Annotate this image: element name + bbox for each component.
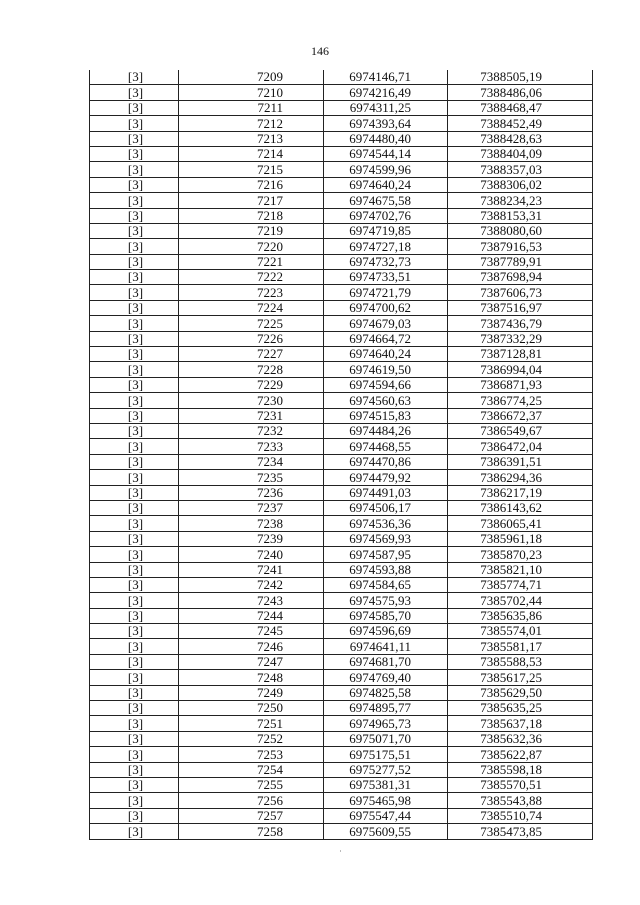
table-row [90,423,593,438]
point-number-cell: 7210 [179,85,324,100]
point-number-cell: 7256 [179,793,324,808]
x-coordinate-cell: 6974393,64 [324,116,448,131]
point-number-cell: 7248 [179,670,324,685]
x-coordinate-cell: 6974506,17 [324,500,448,515]
reference-cell: [3] [90,608,179,623]
point-number-cell: 7258 [179,824,324,839]
table-row [90,408,593,423]
y-coordinate-cell: 7385473,85 [448,824,593,839]
point-number-cell: 7235 [179,470,324,485]
y-coordinate-cell: 7387916,53 [448,239,593,254]
reference-cell: [3] [90,716,179,731]
point-number-cell: 7252 [179,731,324,746]
x-coordinate-cell: 6974594,66 [324,377,448,392]
reference-cell: [3] [90,300,179,315]
point-number-cell: 7226 [179,331,324,346]
table-row [90,670,593,685]
y-coordinate-cell: 7387436,79 [448,316,593,331]
reference-cell: [3] [90,685,179,700]
x-coordinate-cell: 6974585,70 [324,608,448,623]
reference-cell: [3] [90,762,179,777]
table-row [90,270,593,285]
table-row [90,531,593,546]
x-coordinate-cell: 6974681,70 [324,654,448,669]
point-number-cell: 7218 [179,208,324,223]
x-coordinate-cell: 6974536,36 [324,516,448,531]
y-coordinate-cell: 7386672,37 [448,408,593,423]
point-number-cell: 7211 [179,100,324,115]
table-row [90,593,593,608]
table-row [90,254,593,269]
y-coordinate-cell: 7387516,97 [448,300,593,315]
table-row [90,316,593,331]
y-coordinate-cell: 7385774,71 [448,577,593,592]
table-row [90,454,593,469]
table-row [90,516,593,531]
point-number-cell: 7243 [179,593,324,608]
point-number-cell: 7217 [179,193,324,208]
y-coordinate-cell: 7387698,94 [448,270,593,285]
x-coordinate-cell: 6974732,73 [324,254,448,269]
reference-cell: [3] [90,593,179,608]
reference-cell: [3] [90,454,179,469]
y-coordinate-cell: 7385510,74 [448,808,593,823]
reference-cell: [3] [90,670,179,685]
point-number-cell: 7224 [179,300,324,315]
reference-cell: [3] [90,423,179,438]
y-coordinate-cell: 7387606,73 [448,285,593,300]
reference-cell: [3] [90,639,179,654]
table-row [90,716,593,731]
x-coordinate-cell: 6974965,73 [324,716,448,731]
reference-cell: [3] [90,824,179,839]
point-number-cell: 7241 [179,562,324,577]
reference-cell: [3] [90,500,179,515]
table-row [90,701,593,716]
reference-cell: [3] [90,577,179,592]
point-number-cell: 7245 [179,624,324,639]
reference-cell: [3] [90,177,179,192]
point-number-cell: 7231 [179,408,324,423]
table-row [90,377,593,392]
point-number-cell: 7220 [179,239,324,254]
y-coordinate-cell: 7385629,50 [448,685,593,700]
y-coordinate-cell: 7386065,41 [448,516,593,531]
y-coordinate-cell: 7385588,53 [448,654,593,669]
table-row [90,485,593,500]
y-coordinate-cell: 7386143,62 [448,500,593,515]
reference-cell: [3] [90,100,179,115]
table-row [90,562,593,577]
reference-cell: [3] [90,531,179,546]
table-row [90,654,593,669]
y-coordinate-cell: 7385574,01 [448,624,593,639]
point-number-cell: 7225 [179,316,324,331]
table-row [90,239,593,254]
y-coordinate-cell: 7388234,23 [448,193,593,208]
reference-cell: [3] [90,377,179,392]
point-number-cell: 7228 [179,362,324,377]
x-coordinate-cell: 6974640,24 [324,347,448,362]
x-coordinate-cell: 6975277,52 [324,762,448,777]
y-coordinate-cell: 7388404,09 [448,146,593,161]
table-row [90,162,593,177]
reference-cell: [3] [90,270,179,285]
x-coordinate-cell: 6974700,62 [324,300,448,315]
y-coordinate-cell: 7386391,51 [448,454,593,469]
point-number-cell: 7244 [179,608,324,623]
table-row [90,747,593,762]
reference-cell: [3] [90,162,179,177]
reference-cell: [3] [90,146,179,161]
x-coordinate-cell: 6974702,76 [324,208,448,223]
point-number-cell: 7242 [179,577,324,592]
point-number-cell: 7209 [179,70,324,85]
x-coordinate-cell: 6974769,40 [324,670,448,685]
table-row [90,762,593,777]
reference-cell: [3] [90,85,179,100]
x-coordinate-cell: 6974575,93 [324,593,448,608]
y-coordinate-cell: 7388486,06 [448,85,593,100]
reference-cell: [3] [90,485,179,500]
reference-cell: [3] [90,701,179,716]
x-coordinate-cell: 6974468,55 [324,439,448,454]
x-coordinate-cell: 6975465,98 [324,793,448,808]
point-number-cell: 7230 [179,393,324,408]
y-coordinate-cell: 7385821,10 [448,562,593,577]
table-row [90,208,593,223]
reference-cell: [3] [90,624,179,639]
point-number-cell: 7215 [179,162,324,177]
point-number-cell: 7247 [179,654,324,669]
reference-cell: [3] [90,331,179,346]
point-number-cell: 7239 [179,531,324,546]
point-number-cell: 7251 [179,716,324,731]
x-coordinate-cell: 6974584,65 [324,577,448,592]
reference-cell: [3] [90,516,179,531]
y-coordinate-cell: 7385543,88 [448,793,593,808]
point-number-cell: 7212 [179,116,324,131]
x-coordinate-cell: 6974679,03 [324,316,448,331]
y-coordinate-cell: 7385635,25 [448,701,593,716]
x-coordinate-cell: 6974515,83 [324,408,448,423]
table-row [90,793,593,808]
reference-cell: [3] [90,70,179,85]
scan-mark [340,850,341,852]
reference-cell: [3] [90,362,179,377]
table-row [90,223,593,238]
point-number-cell: 7229 [179,377,324,392]
table-row [90,100,593,115]
x-coordinate-cell: 6974491,03 [324,485,448,500]
y-coordinate-cell: 7385598,18 [448,762,593,777]
x-coordinate-cell: 6974587,95 [324,547,448,562]
x-coordinate-cell: 6974560,63 [324,393,448,408]
table-row [90,85,593,100]
table-row [90,347,593,362]
x-coordinate-cell: 6974619,50 [324,362,448,377]
reference-cell: [3] [90,547,179,562]
x-coordinate-cell: 6974484,26 [324,423,448,438]
x-coordinate-cell: 6974569,93 [324,531,448,546]
reference-cell: [3] [90,347,179,362]
point-number-cell: 7249 [179,685,324,700]
x-coordinate-cell: 6974311,25 [324,100,448,115]
x-coordinate-cell: 6974146,71 [324,70,448,85]
y-coordinate-cell: 7388428,63 [448,131,593,146]
reference-cell: [3] [90,316,179,331]
x-coordinate-cell: 6974593,88 [324,562,448,577]
x-coordinate-cell: 6974721,79 [324,285,448,300]
point-number-cell: 7238 [179,516,324,531]
x-coordinate-cell: 6975381,31 [324,777,448,792]
y-coordinate-cell: 7388468,47 [448,100,593,115]
y-coordinate-cell: 7386774,25 [448,393,593,408]
table-row [90,131,593,146]
y-coordinate-cell: 7387789,91 [448,254,593,269]
table-row [90,500,593,515]
reference-cell: [3] [90,116,179,131]
reference-cell: [3] [90,439,179,454]
table-row [90,731,593,746]
table-row [90,577,593,592]
point-number-cell: 7219 [179,223,324,238]
y-coordinate-cell: 7386994,04 [448,362,593,377]
point-number-cell: 7237 [179,500,324,515]
point-number-cell: 7240 [179,547,324,562]
y-coordinate-cell: 7386871,93 [448,377,593,392]
point-number-cell: 7223 [179,285,324,300]
table-row [90,639,593,654]
reference-cell: [3] [90,131,179,146]
table-row [90,331,593,346]
coordinates-table-body [90,70,593,839]
y-coordinate-cell: 7385702,44 [448,593,593,608]
coordinates-table [89,70,593,840]
x-coordinate-cell: 6974825,58 [324,685,448,700]
page-number: 146 [311,44,329,58]
y-coordinate-cell: 7385622,87 [448,747,593,762]
point-number-cell: 7214 [179,146,324,161]
point-number-cell: 7232 [179,423,324,438]
y-coordinate-cell: 7385617,25 [448,670,593,685]
y-coordinate-cell: 7385581,17 [448,639,593,654]
x-coordinate-cell: 6974664,72 [324,331,448,346]
table-row [90,777,593,792]
x-coordinate-cell: 6974895,77 [324,701,448,716]
table-row [90,70,593,85]
y-coordinate-cell: 7385632,36 [448,731,593,746]
y-coordinate-cell: 7385961,18 [448,531,593,546]
table-row [90,685,593,700]
y-coordinate-cell: 7386294,36 [448,470,593,485]
reference-cell: [3] [90,747,179,762]
table-row [90,824,593,839]
table-row [90,193,593,208]
table-row [90,547,593,562]
x-coordinate-cell: 6974719,85 [324,223,448,238]
point-number-cell: 7221 [179,254,324,269]
x-coordinate-cell: 6974596,69 [324,624,448,639]
point-number-cell: 7246 [179,639,324,654]
point-number-cell: 7254 [179,762,324,777]
point-number-cell: 7250 [179,701,324,716]
reference-cell: [3] [90,393,179,408]
reference-cell: [3] [90,731,179,746]
table-row [90,146,593,161]
reference-cell: [3] [90,654,179,669]
x-coordinate-cell: 6974727,18 [324,239,448,254]
point-number-cell: 7216 [179,177,324,192]
x-coordinate-cell: 6974470,86 [324,454,448,469]
y-coordinate-cell: 7385635,86 [448,608,593,623]
table-row [90,393,593,408]
reference-cell: [3] [90,239,179,254]
y-coordinate-cell: 7385870,23 [448,547,593,562]
y-coordinate-cell: 7386549,67 [448,423,593,438]
table-row [90,362,593,377]
x-coordinate-cell: 6975175,51 [324,747,448,762]
reference-cell: [3] [90,285,179,300]
point-number-cell: 7234 [179,454,324,469]
reference-cell: [3] [90,777,179,792]
point-number-cell: 7227 [179,347,324,362]
x-coordinate-cell: 6975547,44 [324,808,448,823]
y-coordinate-cell: 7388306,02 [448,177,593,192]
reference-cell: [3] [90,470,179,485]
reference-cell: [3] [90,254,179,269]
reference-cell: [3] [90,223,179,238]
y-coordinate-cell: 7385570,51 [448,777,593,792]
point-number-cell: 7253 [179,747,324,762]
y-coordinate-cell: 7388505,19 [448,70,593,85]
table-row [90,116,593,131]
table-row [90,177,593,192]
reference-cell: [3] [90,808,179,823]
point-number-cell: 7213 [179,131,324,146]
x-coordinate-cell: 6975071,70 [324,731,448,746]
x-coordinate-cell: 6974675,58 [324,193,448,208]
table-row [90,808,593,823]
point-number-cell: 7236 [179,485,324,500]
x-coordinate-cell: 6974641,11 [324,639,448,654]
table-row [90,624,593,639]
point-number-cell: 7255 [179,777,324,792]
reference-cell: [3] [90,562,179,577]
x-coordinate-cell: 6974216,49 [324,85,448,100]
reference-cell: [3] [90,193,179,208]
x-coordinate-cell: 6975609,55 [324,824,448,839]
table-row [90,470,593,485]
x-coordinate-cell: 6974544,14 [324,146,448,161]
y-coordinate-cell: 7388357,03 [448,162,593,177]
y-coordinate-cell: 7386472,04 [448,439,593,454]
y-coordinate-cell: 7388080,60 [448,223,593,238]
table-row [90,285,593,300]
table-row [90,439,593,454]
point-number-cell: 7233 [179,439,324,454]
reference-cell: [3] [90,793,179,808]
y-coordinate-cell: 7387332,29 [448,331,593,346]
point-number-cell: 7222 [179,270,324,285]
x-coordinate-cell: 6974733,51 [324,270,448,285]
x-coordinate-cell: 6974640,24 [324,177,448,192]
reference-cell: [3] [90,408,179,423]
x-coordinate-cell: 6974480,40 [324,131,448,146]
x-coordinate-cell: 6974479,92 [324,470,448,485]
table-row [90,608,593,623]
y-coordinate-cell: 7387128,81 [448,347,593,362]
y-coordinate-cell: 7386217,19 [448,485,593,500]
x-coordinate-cell: 6974599,96 [324,162,448,177]
table-row [90,300,593,315]
y-coordinate-cell: 7385637,18 [448,716,593,731]
y-coordinate-cell: 7388153,31 [448,208,593,223]
point-number-cell: 7257 [179,808,324,823]
reference-cell: [3] [90,208,179,223]
y-coordinate-cell: 7388452,49 [448,116,593,131]
